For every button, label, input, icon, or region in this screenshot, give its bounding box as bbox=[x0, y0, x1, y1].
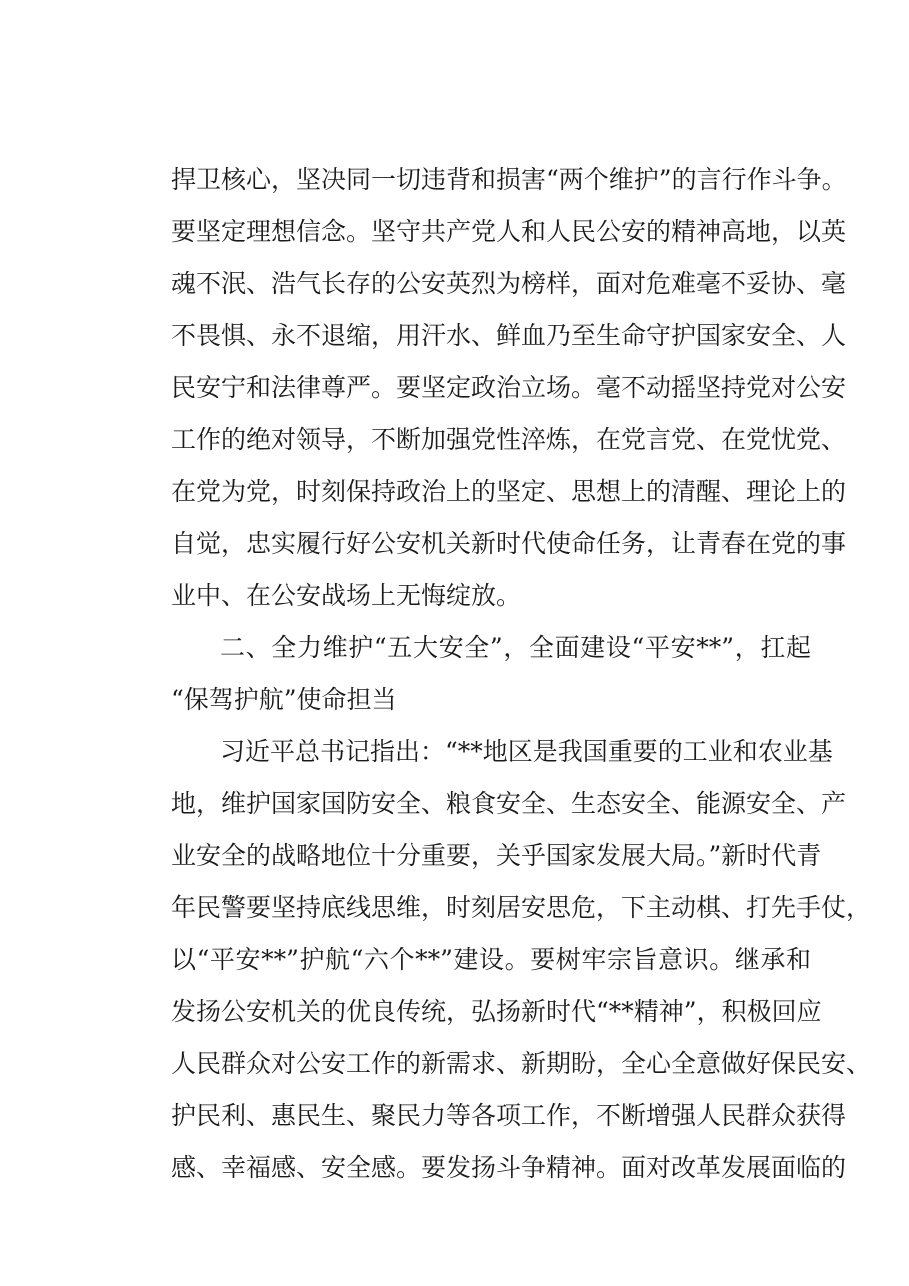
text-line: 护民利、惠民生、聚民力等各项工作，不断增强人民群众获得 bbox=[171, 1101, 847, 1130]
text-line: 感、幸福感、安全感。要发扬斗争精神。面对改革发展面临的 bbox=[171, 1153, 847, 1182]
text-line: 业安全的战略地位十分重要，关乎国家发展大局。”新时代青 bbox=[171, 841, 822, 870]
text-line: 工作的绝对领导，不断加强党性淬炼，在党言党、在党忧党、 bbox=[171, 425, 847, 454]
text-line: 年民警要坚持底线思维，时刻居安思危，下主动棋、打先手仗， bbox=[171, 893, 872, 922]
text-line: 人民群众对公安工作的新需求、新期盼，全心全意做好保民安、 bbox=[171, 1049, 872, 1078]
text-line: 以“平安**”护航“六个**”建设。要树牢宗旨意识。继承和 bbox=[171, 945, 811, 974]
text-line: 魂不泯、浩气长存的公安英烈为榜样，面对危难毫不妥协、毫 bbox=[171, 269, 847, 298]
text-line: 自觉，忠实履行好公安机关新时代使命任务，让青春在党的事 bbox=[171, 529, 847, 558]
text-line: 习近平总书记指出：“**地区是我国重要的工业和农业基 bbox=[220, 737, 833, 766]
section-heading: “保驾护航”使命担当 bbox=[171, 685, 397, 714]
text-line: 捍卫核心，坚决同一切违背和损害“两个维护”的言行作斗争。 bbox=[171, 165, 847, 194]
text-line: 要坚定理想信念。坚守共产党人和人民公安的精神高地，以英 bbox=[171, 217, 847, 246]
text-line: 民安宁和法律尊严。要坚定政治立场。毫不动摇坚持党对公安 bbox=[171, 373, 847, 402]
section-heading: 二、全力维护“五大安全”，全面建设“平安**”，扛起 bbox=[220, 633, 811, 662]
text-line: 在党为党，时刻保持政治上的坚定、思想上的清醒、理论上的 bbox=[171, 477, 847, 506]
text-line: 发扬公安机关的优良传统，弘扬新时代“**精神”，积极回应 bbox=[171, 997, 822, 1026]
text-line: 地，维护国家国防安全、粮食安全、生态安全、能源安全、产 bbox=[171, 789, 847, 818]
text-line: 不畏惧、永不退缩，用汗水、鲜血乃至生命守护国家安全、人 bbox=[171, 321, 847, 350]
text-line: 业中、在公安战场上无悔绽放。 bbox=[171, 581, 522, 610]
